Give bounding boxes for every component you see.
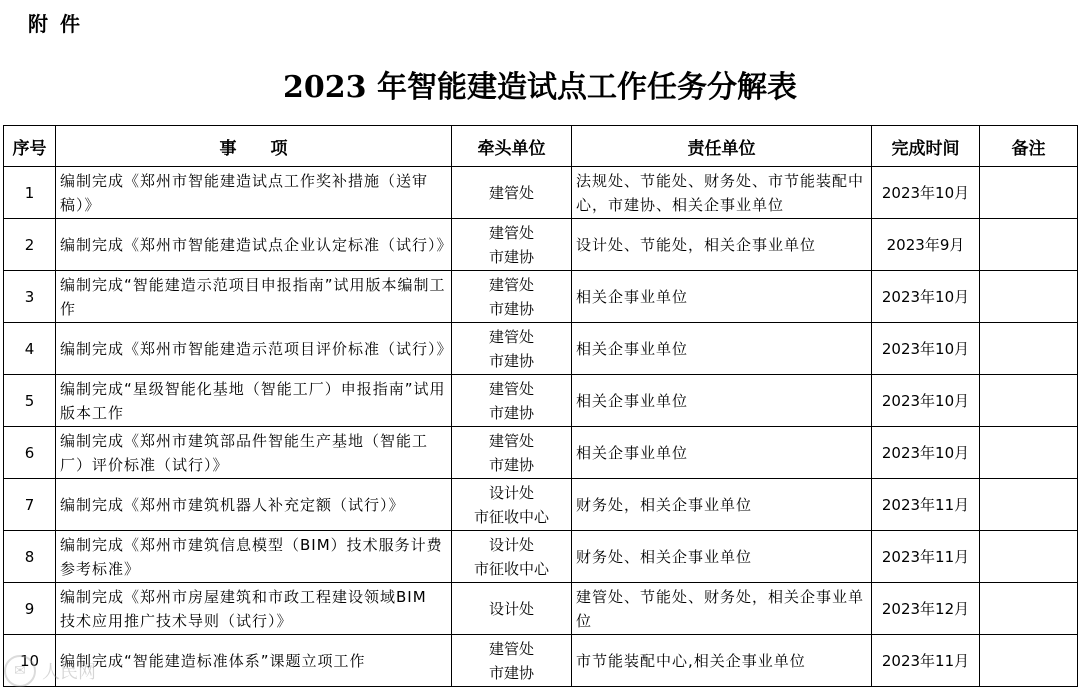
- row-note: [980, 427, 1078, 479]
- header-lead-unit: 牵头单位: [452, 126, 572, 167]
- row-deadline: 2023年10月: [872, 167, 980, 219]
- header-item: 事 项: [56, 126, 452, 167]
- row-note: [980, 167, 1078, 219]
- row-responsible-unit: 相关企事业单位: [572, 375, 872, 427]
- row-responsible-unit: 相关企事业单位: [572, 323, 872, 375]
- row-item: 编制完成《郑州市智能建造示范项目评价标准（试行）》: [56, 323, 452, 375]
- row-note: [980, 271, 1078, 323]
- watermark-logo-icon: ✉: [4, 655, 36, 687]
- row-index: 4: [4, 323, 56, 375]
- row-lead-unit: [452, 323, 572, 375]
- row-item: 编制完成《郑州市建筑信息模型（BIM）技术服务计费参考标准》: [56, 531, 452, 583]
- lead-unit-line: 设计处: [488, 599, 534, 618]
- lead-unit-line: 建管处: [488, 431, 534, 450]
- row-lead-unit: [452, 375, 572, 427]
- table-row: [4, 271, 1078, 323]
- row-lead-unit: [452, 583, 572, 635]
- watermark: [4, 654, 96, 688]
- row-deadline: 2023年11月: [872, 479, 980, 531]
- table-row: [4, 219, 1078, 271]
- header-index: 序号: [4, 126, 56, 167]
- lead-unit-line: 建管处: [488, 379, 534, 398]
- table-body: [4, 167, 1078, 687]
- row-index: 3: [4, 271, 56, 323]
- document-title: 2023 年智能建造试点工作任务分解表: [283, 70, 797, 105]
- row-note: [980, 219, 1078, 271]
- row-item: 编制完成《郑州市智能建造试点工作奖补措施（送审稿）》: [56, 167, 452, 219]
- attachment-label: 附件: [28, 12, 92, 36]
- row-deadline: 2023年10月: [872, 427, 980, 479]
- row-responsible-unit: 设计处、节能处，相关企事业单位: [572, 219, 872, 271]
- lead-unit-line: 建管处: [488, 327, 534, 346]
- table-row: [4, 323, 1078, 375]
- lead-unit-line: 市建协: [488, 247, 534, 266]
- header-note: 备注: [980, 126, 1078, 167]
- row-responsible-unit: 财务处、相关企事业单位: [572, 531, 872, 583]
- row-responsible-unit: 法规处、节能处、财务处、市节能装配中心，市建协、相关企事业单位: [572, 167, 872, 219]
- row-deadline: 2023年10月: [872, 323, 980, 375]
- row-deadline: 2023年12月: [872, 583, 980, 635]
- lead-unit-line: 市建协: [488, 351, 534, 370]
- table-row: [4, 479, 1078, 531]
- header-responsible-unit: 责任单位: [572, 126, 872, 167]
- lead-unit-line: 设计处: [488, 535, 534, 554]
- lead-unit-line: 设计处: [488, 483, 534, 502]
- row-item: 编制完成《郑州市建筑机器人补充定额（试行）》: [56, 479, 452, 531]
- row-deadline: 2023年10月: [872, 375, 980, 427]
- lead-unit-line: 建管处: [488, 639, 534, 658]
- row-item: 编制完成“智能建造示范项目申报指南”试用版本编制工作: [56, 271, 452, 323]
- row-lead-unit: [452, 479, 572, 531]
- table-row: [4, 375, 1078, 427]
- row-index: 10: [4, 635, 56, 687]
- row-lead-unit: [452, 167, 572, 219]
- row-note: [980, 531, 1078, 583]
- row-deadline: 2023年10月: [872, 271, 980, 323]
- row-item: 编制完成《郑州市建筑部品件智能生产基地（智能工厂）评价标准（试行）》: [56, 427, 452, 479]
- row-responsible-unit: 相关企事业单位: [572, 427, 872, 479]
- row-responsible-unit: 市节能装配中心,相关企事业单位: [572, 635, 872, 687]
- lead-unit-line: 市征收中心: [473, 507, 549, 526]
- table-row: [4, 635, 1078, 687]
- row-responsible-unit: 相关企事业单位: [572, 271, 872, 323]
- row-item: 编制完成《郑州市房屋建筑和市政工程建设领域BIM 技术应用推广技术导则（试行）》: [56, 583, 452, 635]
- row-responsible-unit: 财务处，相关企事业单位: [572, 479, 872, 531]
- header-deadline: 完成时间: [872, 126, 980, 167]
- row-index: 2: [4, 219, 56, 271]
- lead-unit-line: 建管处: [488, 183, 534, 202]
- watermark-text: 人民网: [42, 662, 96, 683]
- row-note: [980, 635, 1078, 687]
- row-lead-unit: [452, 271, 572, 323]
- row-lead-unit: [452, 219, 572, 271]
- lead-unit-line: 市征收中心: [473, 559, 549, 578]
- lead-unit-line: 建管处: [488, 275, 534, 294]
- row-note: [980, 323, 1078, 375]
- row-note: [980, 479, 1078, 531]
- row-deadline: 2023年11月: [872, 635, 980, 687]
- row-lead-unit: [452, 635, 572, 687]
- row-index: 8: [4, 531, 56, 583]
- lead-unit-line: 市建协: [488, 403, 534, 422]
- row-item: 编制完成《郑州市智能建造试点企业认定标准（试行）》: [56, 219, 452, 271]
- row-lead-unit: [452, 427, 572, 479]
- row-index: 9: [4, 583, 56, 635]
- row-responsible-unit: 建管处、节能处、财务处，相关企事业单位: [572, 583, 872, 635]
- row-index: 6: [4, 427, 56, 479]
- row-item: 编制完成“智能建造标准体系”课题立项工作: [56, 635, 452, 687]
- task-table-container: [3, 125, 1077, 687]
- task-breakdown-table: [3, 125, 1078, 687]
- table-row: [4, 531, 1078, 583]
- table-header-row: [4, 126, 1078, 167]
- lead-unit-line: 市建协: [488, 299, 534, 318]
- row-index: 5: [4, 375, 56, 427]
- lead-unit-line: 建管处: [488, 223, 534, 242]
- row-index: 1: [4, 167, 56, 219]
- row-item: 编制完成“星级智能化基地（智能工厂）申报指南”试用版本工作: [56, 375, 452, 427]
- table-row: [4, 427, 1078, 479]
- row-note: [980, 375, 1078, 427]
- table-row: [4, 583, 1078, 635]
- table-row: [4, 167, 1078, 219]
- row-note: [980, 583, 1078, 635]
- row-lead-unit: [452, 531, 572, 583]
- row-deadline: 2023年11月: [872, 531, 980, 583]
- row-deadline: 2023年9月: [872, 219, 980, 271]
- row-index: 7: [4, 479, 56, 531]
- lead-unit-line: 市建协: [488, 455, 534, 474]
- lead-unit-line: 市建协: [488, 663, 534, 682]
